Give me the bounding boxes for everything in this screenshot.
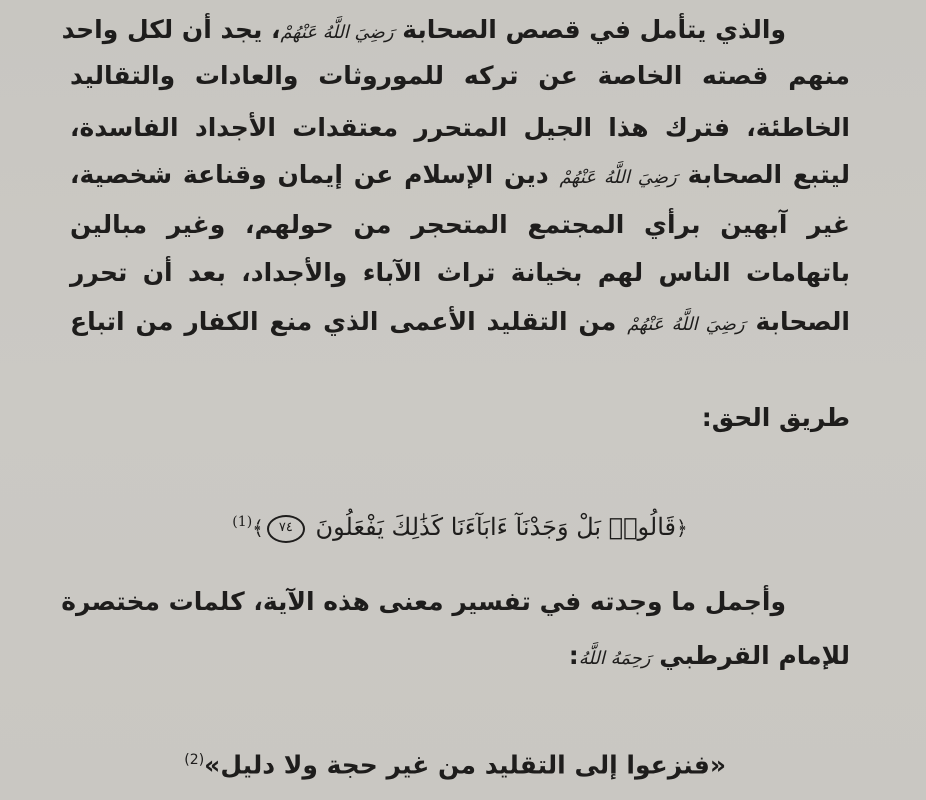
- honorific-radiallahu-anhum: رَضِيَ اللَّهُ عَنْهُمْ: [280, 22, 394, 43]
- honorific-rahimahullah: رَحِمَهُ اللَّهُ: [578, 648, 651, 669]
- paragraph2-line-1: وأجمل ما وجدته في تفسير معنى هذه الآية، كلمات مختصرة: [61, 587, 786, 616]
- ornate-close-bracket: ﴾: [252, 516, 264, 540]
- paragraph1-line-7: [70, 302, 850, 342]
- verse-text: قَالُوا۟ بَلْ وَجَدْنَآ ءَابَآءَنَا كَذَٰلِكَ يَفْعَلُونَ: [315, 513, 676, 541]
- line-text-after: دين الإسلام عن إيمان وقناعة شخصية،: [70, 160, 560, 189]
- footnote-ref-2: (2): [184, 752, 205, 768]
- verse-number-medallion-icon: ٧٤: [267, 515, 305, 543]
- line-text: ليتبع الصحابة: [687, 160, 851, 189]
- line-text: والذي يتأمل في قصص الصحابة: [402, 15, 786, 44]
- paragraph1-line-8: طريق الحق:: [701, 403, 850, 432]
- paragraph1-line-3: الخاطئة، فترك هذا الجيل المتحرر معتقدات الأجداد الفاسدة،: [70, 113, 850, 142]
- paragraph1-line-2: منهم قصته الخاصة عن تركه للموروثات والعادات والتقاليد: [70, 61, 850, 90]
- paragraph1-line-1: [61, 10, 786, 50]
- paragraph1-line-5: غير آبهين برأي المجتمع المتحجر من حولهم، وغير مبالين: [70, 210, 850, 239]
- paragraph1-line-4: [70, 155, 850, 195]
- quote-text: فنزعوا إلى التقليد من غير حجة ولا دليل: [220, 750, 710, 780]
- line-text: للإمام القرطبي: [659, 641, 850, 670]
- honorific-radiallahu-anhum: رَضِيَ اللَّهُ عَنْهُمْ: [559, 167, 677, 188]
- honorific-radiallahu-anhum: رَضِيَ اللَّهُ عَنْهُمْ: [627, 314, 745, 335]
- ornate-open-bracket: ﴿: [675, 516, 688, 540]
- quran-verse: [230, 500, 690, 544]
- paragraph2-line-2: [70, 636, 850, 676]
- line-text-after: من التقليد الأعمى الذي منع الكفار من اتباع: [70, 307, 628, 336]
- line-text-after: ، يجد أن لكل واحد: [61, 15, 281, 44]
- paragraph1-line-6: باتهامات الناس لهم بخيانة تراث الآباء والأجداد، بعد أن تحرر: [70, 258, 850, 287]
- line-text-after: :: [568, 641, 579, 670]
- line-text: الصحابة: [755, 307, 850, 336]
- footnote-ref-1: (1): [232, 514, 253, 530]
- quote-close-mark: »: [204, 750, 221, 780]
- qurtubi-quote: [184, 738, 726, 782]
- quote-open-mark: «: [709, 750, 726, 780]
